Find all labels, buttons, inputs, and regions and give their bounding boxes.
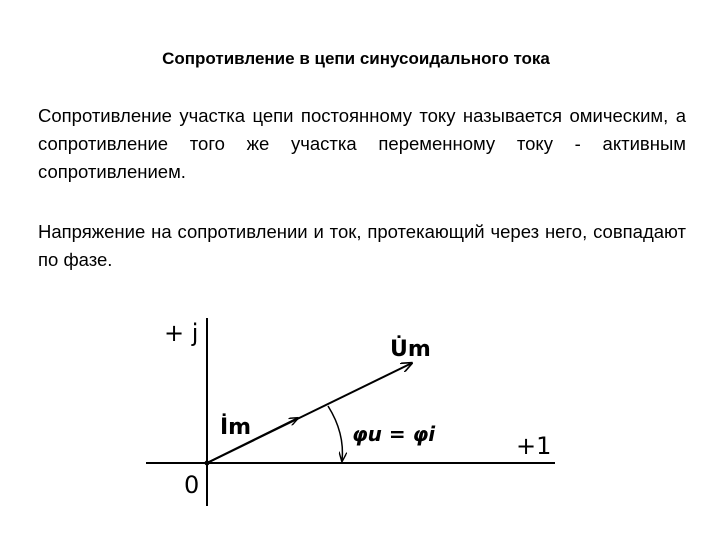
phasor-diagram bbox=[140, 308, 580, 508]
origin-label: 0 bbox=[184, 471, 200, 499]
phase-angle-arc bbox=[328, 406, 342, 461]
slide-title: Сопротивление в цепи синусоидального тока bbox=[162, 49, 550, 68]
voltage-phasor-label: U̇m bbox=[390, 337, 431, 362]
paragraph-resistance-definition: Сопротивление участка цепи постоянному току называется омическим, а сопротивление того же участка переменному току - активным сопротивлением. bbox=[38, 105, 686, 182]
phase-equality-label: φu = φi bbox=[352, 422, 436, 446]
origin-dot bbox=[205, 461, 210, 466]
real-axis-label: +1 bbox=[516, 432, 552, 460]
current-phasor-label: İm bbox=[220, 415, 252, 440]
imaginary-axis-label: + j bbox=[164, 319, 199, 347]
paragraph-phase-relation: Напряжение на сопротивлении и ток, протекающий через него, совпадают по фазе. bbox=[38, 221, 686, 270]
